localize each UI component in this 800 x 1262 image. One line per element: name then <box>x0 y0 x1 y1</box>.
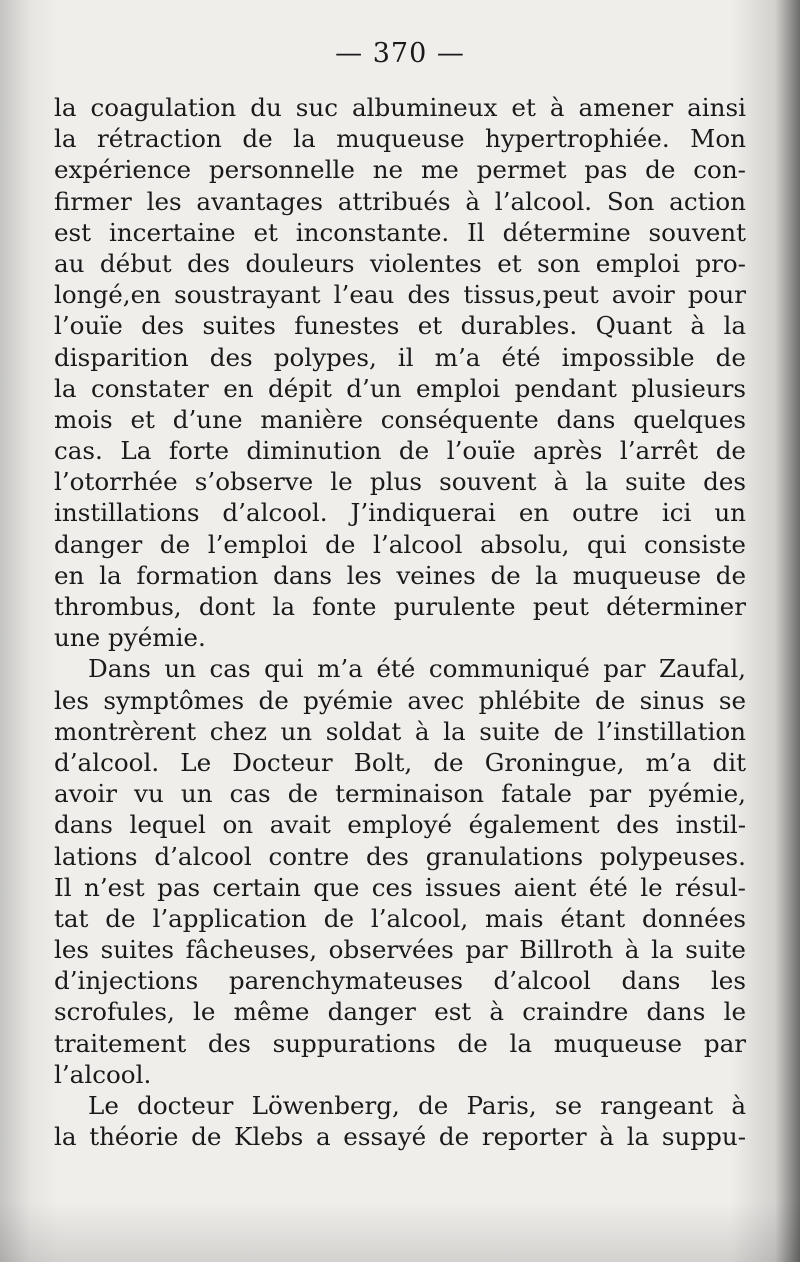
text-line: la théorie de Klebs a essayé de reporter à la suppu- <box>54 1122 746 1152</box>
text-line: scrofules, le même danger est à craindre dans le <box>54 997 746 1027</box>
text-line: d’injections parenchymateuses d’alcool dans les <box>54 966 746 996</box>
text-line: traitement des suppurations de la muqueuse par <box>54 1028 746 1058</box>
text-line: tat de l’application de l’alcool, mais étant données <box>54 903 746 933</box>
body-text <box>54 92 746 1152</box>
text-line: Il n’est pas certain que ces issues aient été le résul- <box>54 872 746 902</box>
text-line: danger de l’emploi de l’alcool absolu, qui consiste <box>54 529 746 559</box>
text-line: d’alcool. Le Docteur Bolt, de Groningue, m’a dit <box>54 747 746 777</box>
text-line: disparition des polypes, il m’a été impossible de <box>54 342 746 372</box>
text-line: la coagulation du suc albumineux et à amener ainsi <box>54 93 746 122</box>
text-line: dans lequel on avait employé également des instil- <box>54 810 746 840</box>
text-line: Dans un cas qui m’a été communiqué par Zaufal, <box>88 654 746 684</box>
text-line: la rétraction de la muqueuse hypertrophiée. Mon <box>54 124 746 154</box>
text-line: l’ouïe des suites funestes et durables. Quant à la <box>54 311 746 341</box>
text-line: mois et d’une manière conséquente dans quelques <box>54 404 746 434</box>
text-line: au début des douleurs violentes et son emploi pro- <box>54 248 746 278</box>
text-line: expérience personnelle ne me permet pas de con- <box>54 155 746 185</box>
text-line: avoir vu un cas de terminaison fatale par pyémie, <box>54 779 746 809</box>
text-line: instillations d’alcool. J’indiquerai en outre ici un <box>54 498 746 528</box>
text-line: cas. La forte diminution de l’ouïe après l’arrêt de <box>54 436 746 466</box>
text-line: est incertaine et inconstante. Il détermine souvent <box>54 217 746 247</box>
page-number: — 370 — <box>335 38 465 69</box>
text-line: l’alcool. <box>54 1059 152 1089</box>
text-line: les symptômes de pyémie avec phlébite de sinus se <box>54 685 746 715</box>
text-line: une pyémie. <box>54 623 206 653</box>
text-line: lations d’alcool contre des granulations polypeuses. <box>54 841 746 871</box>
text-line: en la formation dans les veines de la muqueuse de <box>54 560 746 590</box>
text-line: Le docteur Löwenberg, de Paris, se rangeant à <box>88 1091 746 1120</box>
text-line: thrombus, dont la fonte purulente peut déterminer <box>54 592 746 621</box>
text-line: l’otorrhée s’observe le plus souvent à la suite des <box>54 467 746 497</box>
text-line: la constater en dépit d’un emploi pendant plusieurs <box>54 373 746 403</box>
text-line: montrèrent chez un soldat à la suite de l’instillation <box>54 716 746 746</box>
text-line: firmer les avantages attribués à l’alcool. Son action <box>54 186 746 216</box>
text-line: longé,en soustrayant l’eau des tissus,peut avoir pour <box>54 280 746 310</box>
text-line: les suites fâcheuses, observées par Billroth à la suite <box>54 935 746 965</box>
